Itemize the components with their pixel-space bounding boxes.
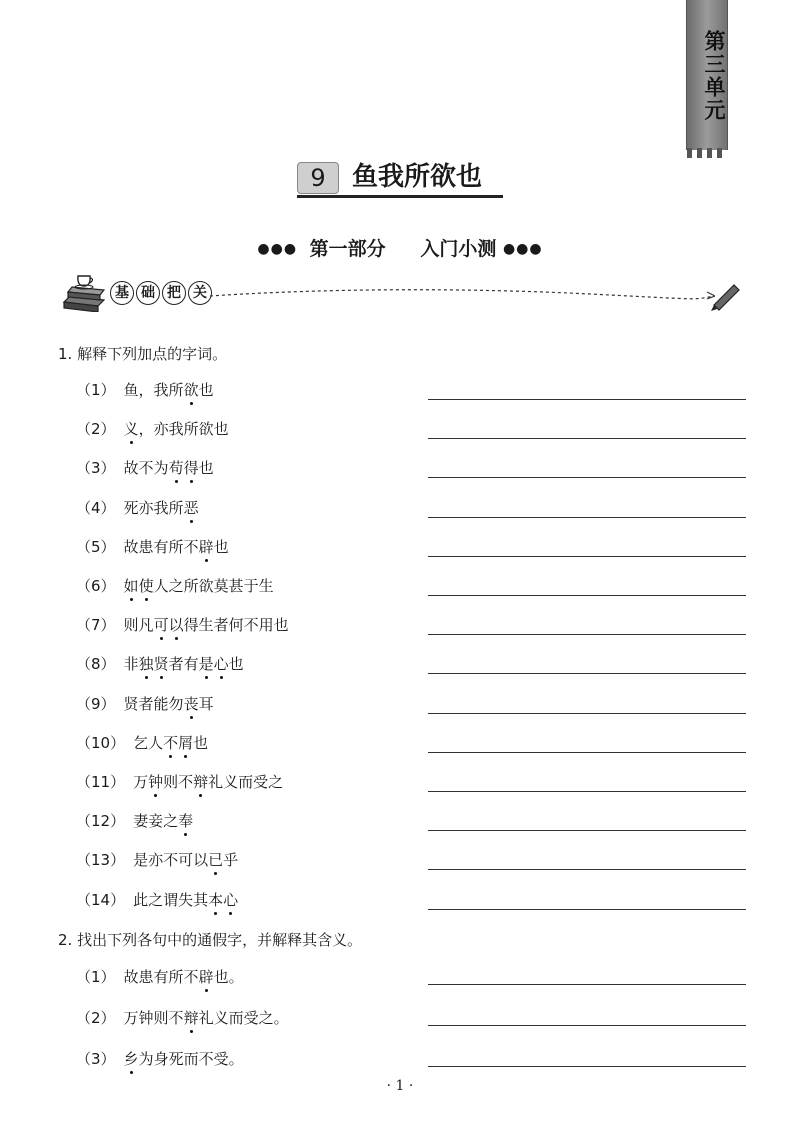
q1-item-number: （8） bbox=[76, 655, 116, 674]
dotted-char: 奉 bbox=[178, 812, 194, 831]
item-text: 则不 bbox=[163, 773, 194, 791]
dotted-char: 使 bbox=[138, 577, 154, 595]
dotted-char: 义 bbox=[123, 420, 139, 439]
unit-tab-edge bbox=[687, 148, 727, 158]
answer-line[interactable] bbox=[428, 869, 746, 870]
q2-item-number: （3） bbox=[76, 1050, 116, 1068]
q1-item bbox=[76, 889, 238, 910]
q1-item bbox=[76, 418, 229, 439]
q1-item bbox=[76, 614, 289, 635]
dotted-char: 本 bbox=[208, 890, 224, 909]
item-text: 万钟则不 bbox=[123, 1009, 184, 1027]
part-dots-left: ●●● bbox=[257, 241, 298, 257]
item-text: 妻妾之 bbox=[133, 812, 179, 831]
dotted-char: 丧 bbox=[183, 694, 199, 713]
unit-tab bbox=[686, 0, 728, 150]
q1-item-number: （3） bbox=[76, 459, 116, 478]
item-text: 死亦我所 bbox=[123, 498, 184, 517]
q1-item-number: （9） bbox=[76, 694, 116, 713]
q2-item-number: （1） bbox=[76, 968, 116, 986]
pencil-icon bbox=[708, 282, 742, 312]
dotted-char: 辟 bbox=[198, 537, 214, 556]
dotted-char: 以 bbox=[168, 616, 184, 635]
item-text: 鱼，我所 bbox=[123, 381, 184, 399]
q1-item bbox=[76, 457, 214, 478]
q1-item-number: （14） bbox=[76, 890, 126, 909]
dotted-char: 如 bbox=[123, 577, 139, 595]
lesson-title-underline bbox=[297, 195, 503, 198]
dotted-char: 欲 bbox=[183, 381, 199, 399]
q1-item bbox=[76, 732, 208, 753]
item-text: 礼义而受之 bbox=[208, 773, 284, 791]
q1-item-number: （13） bbox=[76, 851, 126, 870]
answer-line[interactable] bbox=[428, 1025, 746, 1026]
dotted-char: 已 bbox=[208, 851, 224, 870]
basics-char: 关 bbox=[188, 281, 212, 305]
answer-line[interactable] bbox=[428, 909, 746, 910]
q1-item bbox=[76, 575, 274, 596]
q1-item-number: （10） bbox=[76, 733, 126, 752]
q1-item-number: （2） bbox=[76, 420, 116, 439]
lesson-number-badge: 9 bbox=[297, 162, 339, 194]
answer-line[interactable] bbox=[428, 830, 746, 831]
part-title: 第一部分 bbox=[309, 238, 386, 260]
item-text: 万 bbox=[133, 773, 149, 791]
page-number: · 1 · bbox=[386, 1078, 414, 1094]
books-teacup-icon bbox=[58, 270, 108, 312]
answer-line[interactable] bbox=[428, 752, 746, 753]
q1-item bbox=[76, 497, 199, 518]
answer-line[interactable] bbox=[428, 438, 746, 439]
answer-line[interactable] bbox=[428, 984, 746, 985]
item-text: 则凡 bbox=[123, 616, 154, 635]
lesson-name: 鱼我所欲也 bbox=[352, 162, 483, 192]
q1-item-number: （4） bbox=[76, 498, 116, 517]
part-dots-right: ●●● bbox=[502, 241, 543, 257]
q1-item-number: （11） bbox=[76, 773, 126, 791]
q2-item-number: （2） bbox=[76, 1009, 116, 1027]
item-text: 者有 bbox=[168, 655, 199, 674]
dotted-char: 是 bbox=[198, 655, 214, 674]
basics-char: 基 bbox=[110, 281, 134, 305]
part-subtitle: 入门小测 bbox=[420, 238, 497, 260]
dotted-char: 恶 bbox=[183, 498, 199, 517]
item-text: 乎 bbox=[223, 851, 239, 870]
item-text: 耳 bbox=[198, 694, 214, 713]
basics-char: 础 bbox=[136, 281, 160, 305]
item-text: 也 bbox=[213, 537, 229, 556]
dotted-char: 贤 bbox=[153, 655, 169, 674]
part-header bbox=[0, 234, 800, 261]
answer-line[interactable] bbox=[428, 399, 746, 400]
answer-line[interactable] bbox=[428, 517, 746, 518]
q1-item-number: （7） bbox=[76, 616, 116, 635]
q1-item-number: （1） bbox=[76, 381, 116, 399]
dotted-char: 屑 bbox=[178, 733, 194, 752]
q1-item bbox=[76, 653, 244, 674]
item-text: 故患有所不 bbox=[123, 537, 199, 556]
answer-line[interactable] bbox=[428, 634, 746, 635]
item-text: 礼义而受之。 bbox=[198, 1009, 289, 1027]
lesson-title bbox=[0, 160, 800, 196]
q2-item bbox=[76, 966, 244, 987]
item-text: 非 bbox=[123, 655, 139, 674]
q1-item-number: （6） bbox=[76, 577, 116, 595]
answer-line[interactable] bbox=[428, 556, 746, 557]
answer-line[interactable] bbox=[428, 713, 746, 714]
dotted-char: 独 bbox=[138, 655, 154, 674]
item-text: 贤者能勿 bbox=[123, 694, 184, 713]
question-2-prompt: 2. 找出下列各句中的通假字，并解释其含义。 bbox=[58, 931, 363, 949]
item-text: 为身死而不受。 bbox=[138, 1050, 244, 1068]
q1-item bbox=[76, 536, 229, 557]
q1-item bbox=[76, 771, 283, 792]
q2-item bbox=[76, 1048, 244, 1069]
q1-item-number: （12） bbox=[76, 812, 126, 831]
q1-item bbox=[76, 693, 214, 714]
dotted-char: 钟 bbox=[148, 773, 164, 791]
dotted-char: 可 bbox=[153, 616, 169, 635]
dotted-char: 苟 bbox=[168, 459, 184, 478]
item-text: 是亦不可以 bbox=[133, 851, 209, 870]
question-1-prompt: 1. 解释下列加点的字词。 bbox=[58, 345, 228, 363]
q1-item-number: （5） bbox=[76, 537, 116, 556]
unit-tab-label: 第三单元 bbox=[702, 30, 727, 122]
item-text: 也 bbox=[193, 733, 209, 752]
dotted-char: 心 bbox=[213, 655, 229, 674]
answer-line[interactable] bbox=[428, 673, 746, 674]
item-text: 此之谓失其 bbox=[133, 890, 209, 909]
answer-line[interactable] bbox=[428, 1066, 746, 1067]
dotted-char: 辩 bbox=[183, 1009, 199, 1027]
basics-section-banner bbox=[58, 270, 748, 316]
dotted-char: 辩 bbox=[193, 773, 209, 791]
item-text: 故不为 bbox=[123, 459, 169, 478]
basics-label bbox=[110, 281, 214, 305]
item-text: 乞人 bbox=[133, 733, 164, 752]
dotted-char: 辟 bbox=[198, 968, 214, 986]
item-text: 也 bbox=[198, 459, 214, 478]
item-text: 也 bbox=[228, 655, 244, 674]
item-text: 故患有所不 bbox=[123, 968, 199, 986]
item-text: 也。 bbox=[213, 968, 244, 986]
q2-item bbox=[76, 1007, 289, 1028]
dotted-char: 心 bbox=[223, 890, 239, 909]
basics-char: 把 bbox=[162, 281, 186, 305]
item-text: 人之所欲莫甚于生 bbox=[153, 577, 274, 595]
dotted-char: 得 bbox=[183, 459, 199, 478]
dotted-char: 不 bbox=[163, 733, 179, 752]
dashed-wave-divider bbox=[210, 286, 715, 300]
answer-line[interactable] bbox=[428, 477, 746, 478]
answer-line[interactable] bbox=[428, 595, 746, 596]
item-text: 得生者何不用也 bbox=[183, 616, 289, 635]
q1-item bbox=[76, 810, 193, 831]
q1-item bbox=[76, 379, 214, 400]
item-text: ，亦我所欲也 bbox=[138, 420, 229, 439]
q1-item bbox=[76, 849, 238, 870]
answer-line[interactable] bbox=[428, 791, 746, 792]
dotted-char: 乡 bbox=[123, 1050, 139, 1068]
item-text: 也 bbox=[198, 381, 214, 399]
